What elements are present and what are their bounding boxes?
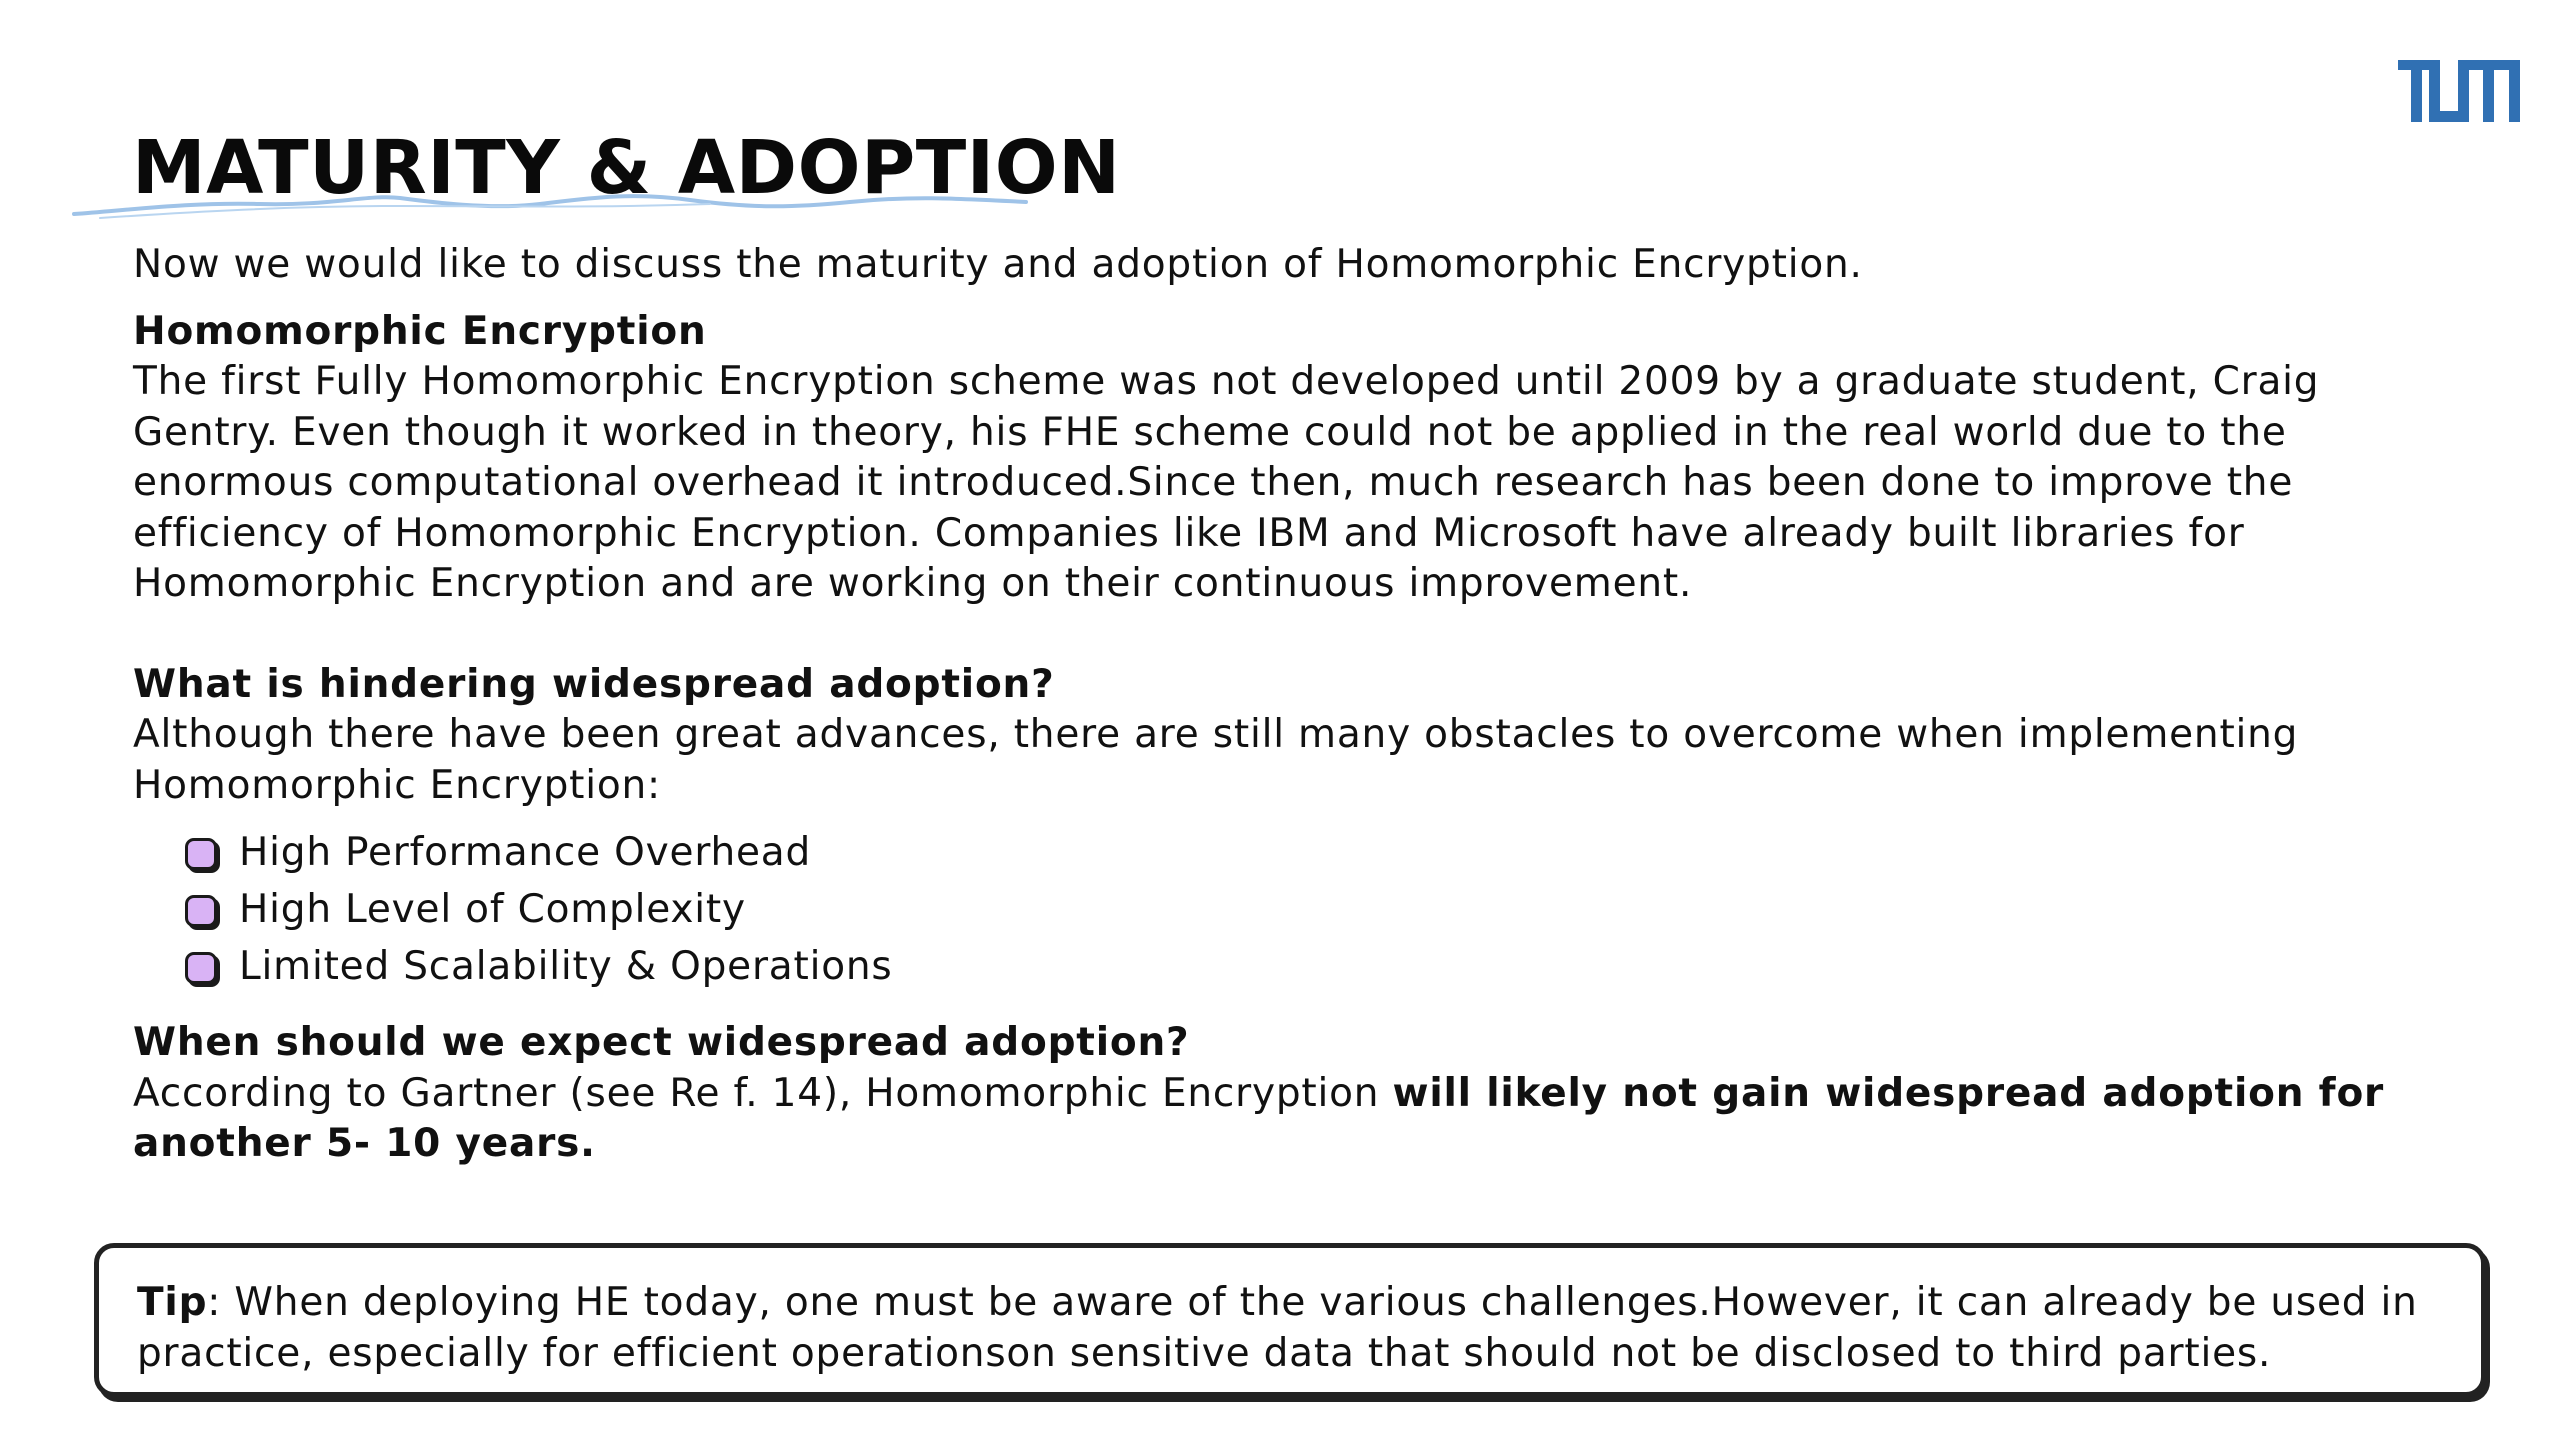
tip-text: : When deploying HE today, one must be aware of the various challenges.However, it can already be used in practice, especially for efficient operationson sensitive data that should not be disclosed to third parties. <box>137 1280 2418 1376</box>
bullet-square-icon <box>185 952 217 984</box>
tip-box <box>94 1243 2486 1397</box>
list-item-label: Limited Scalability & Operations <box>239 944 893 990</box>
tip-label: Tip <box>137 1280 208 1325</box>
section-heading-hindering: What is hindering widespread adoption? <box>133 661 1055 707</box>
list-item <box>185 882 2433 939</box>
section-heading-he: Homomorphic Encryption <box>133 308 707 354</box>
section-body-hindering: Although there have been great advances, there are still many obstacles to overcome when implementing Homomorphic Encryption: <box>133 712 2299 808</box>
list-item <box>185 825 2433 882</box>
section-heading-when: When should we expect widespread adoption? <box>133 1020 1190 1065</box>
list-item-label: High Performance Overhead <box>239 830 812 876</box>
section-body-when-emphasis: will likely not gain widespread adoption for another 5- 10 years. <box>133 1070 2385 1166</box>
title-underline-decoration <box>70 188 1030 224</box>
page-title: MATURITY & ADOPTION <box>132 125 1121 211</box>
list-item <box>185 939 2433 996</box>
list-item-label: High Level of Complexity <box>239 887 746 933</box>
section-body-he: The first Fully Homomorphic Encryption scheme was not developed until 2009 by a graduate student, Craig Gentry. Even though it worked in theory, his FHE scheme could not be applied in the real world due to the enormous computational overhead it introduced.Since then, much research has been done to improve the efficiency of Homomorphic Encryption. Companies like IBM and Microsoft have already built libraries for Homomorphic Encryption and are working on their continuous improvement. <box>133 359 2320 606</box>
bullet-square-icon <box>185 895 217 927</box>
slide-content <box>133 240 2433 1170</box>
section-body-when-plain: According to Gartner (see Re f. 14), Homomorphic Encryption <box>133 1070 1393 1116</box>
tum-logo <box>2398 60 2520 122</box>
section-body-when <box>133 1069 2433 1170</box>
bullet-square-icon <box>185 838 217 870</box>
intro-text: Now we would like to discuss the maturity and adoption of Homomorphic Encryption. <box>133 242 1863 287</box>
obstacle-list <box>185 825 2433 996</box>
